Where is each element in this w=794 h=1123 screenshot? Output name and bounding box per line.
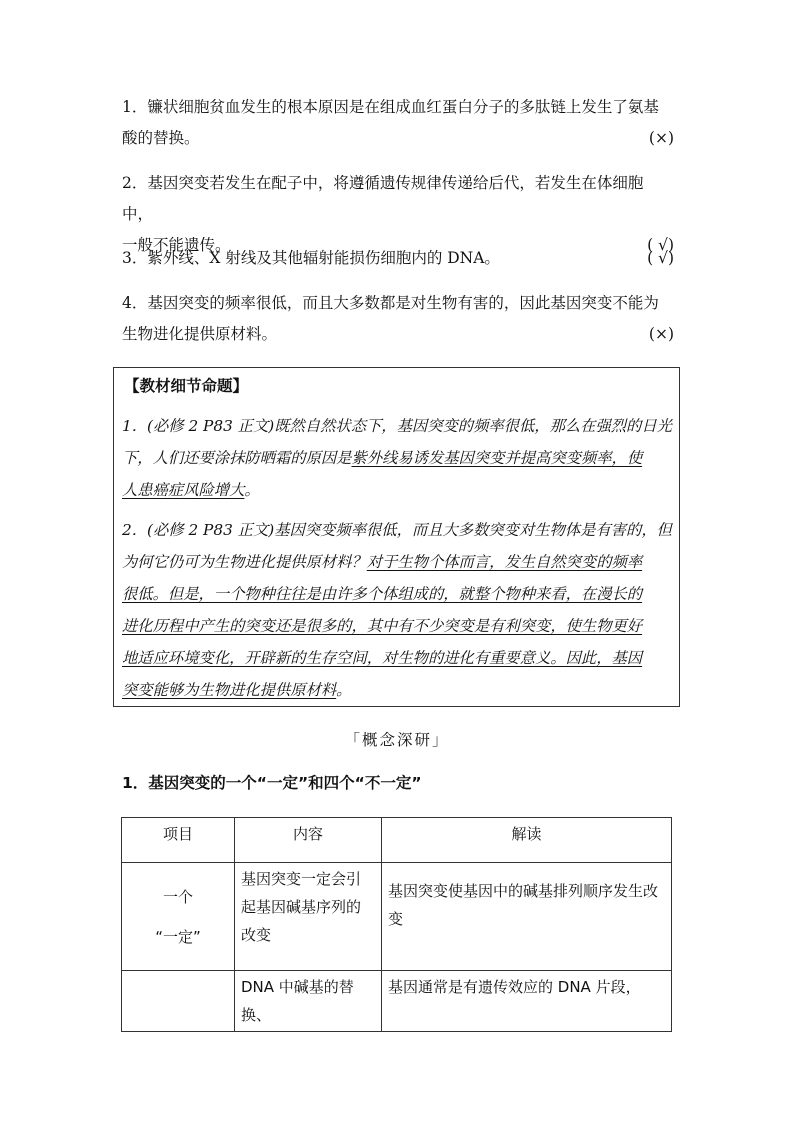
q2-answer: 对于生物个体而言，发生自然突变的频率 [366,553,643,571]
section-heading: 「概念深研」 [344,731,450,749]
box-question-2 [122,514,672,706]
q1-line [122,442,672,474]
judgment-item-3 [122,243,674,274]
q2-text: 。 [336,681,352,699]
mutation-table [121,817,672,1032]
judgment-text-line: 1．镰状细胞贫血发生的根本原因是在组成血红蛋白分子的多肽链上发生了氨基 [122,98,659,116]
q2-answer: 进化历程中产生的突变还是很多的，其中有不少突变是有利突变，使生物更好 [122,617,643,635]
cell-item-line: 一个 [162,887,193,906]
q2-answer: 突变能够为生物进化提供原材料 [122,681,337,699]
judgment-mark: ( √) [647,236,674,254]
q1-line: 1．(必修 2 P83 正文)既然自然状态下，基因突变的频率很低，那么在强烈的日光 [122,417,672,435]
judgment-mark: (×) [648,129,674,147]
table-row [122,971,672,1032]
judgment-text-line: 4．基因突变的频率很低，而且大多数都是对生物有害的，因此基因突变不能为 [122,294,659,312]
judgment-item-1 [122,92,674,154]
judgment-mark: ( √) [647,249,674,267]
box-question-1 [122,410,672,506]
judgment-text-line: 酸的替换。 [122,129,200,147]
table-row [122,863,672,971]
judgment-mark: (×) [648,325,674,343]
q2-line [122,578,672,610]
subheading: 1．基因突变的一个“一定”和四个“不一定” [122,774,422,792]
header-item: 项目 [122,818,235,863]
q2-line [122,546,672,578]
header-content: 内容 [235,818,382,863]
header-interpretation: 解读 [382,818,672,863]
cell-item [122,971,235,1032]
q2-line [122,674,672,706]
judgment-text-line: 生物进化提供原材料。 [122,325,278,343]
cell-interpretation: 基因突变使基因中的碱基排列顺序发生改变 [382,863,672,971]
q1-answer: 紫外线易诱发基因突变并提高突变频率，使 [351,449,643,467]
cell-content: 基因突变一定会引起基因碱基序列的改变 [235,863,382,971]
q2-text: 为何它仍可为生物进化提供原材料？ [122,553,367,571]
cell-content: DNA 中碱基的替换、 [235,971,382,1032]
judgment-item-4 [122,288,674,350]
judgment-text-line: 一般不能遗传。 [122,236,231,254]
judgment-text-line: 3．紫外线、X 射线及其他辐射能损伤细胞内的 DNA。 [122,249,500,267]
table-header-row [122,818,672,863]
box-title: 【教材细节命题】 [124,377,249,395]
q1-line [122,474,672,506]
cell-item-line: “一定” [155,927,201,946]
q2-answer: 地适应环境变化，开辟新的生存空间，对生物的进化有重要意义。因此，基因 [122,649,643,667]
q2-line [122,642,672,674]
q2-line: 2．(必修 2 P83 正文)基因突变频率很低，而且大多数突变对生物体是有害的，但 [122,521,672,539]
textbook-detail-box [113,367,680,707]
q1-answer: 人患癌症风险增大 [122,481,245,499]
q2-answer: 很低。但是，一个物种往往是由许多个体组成的，就整个物种来看，在漫长的 [122,585,643,603]
cell-interpretation: 基因通常是有遗传效应的 DNA 片段， [382,971,672,1032]
q2-line [122,610,672,642]
cell-item [122,863,235,971]
q1-text: 。 [244,481,260,499]
q1-text: 下，人们还要涂抹防晒霜的原因是 [122,449,352,467]
judgment-text-line: 2．基因突变若发生在配子中，将遵循遗传规律传递给后代，若发生在体细胞中， [122,174,644,223]
